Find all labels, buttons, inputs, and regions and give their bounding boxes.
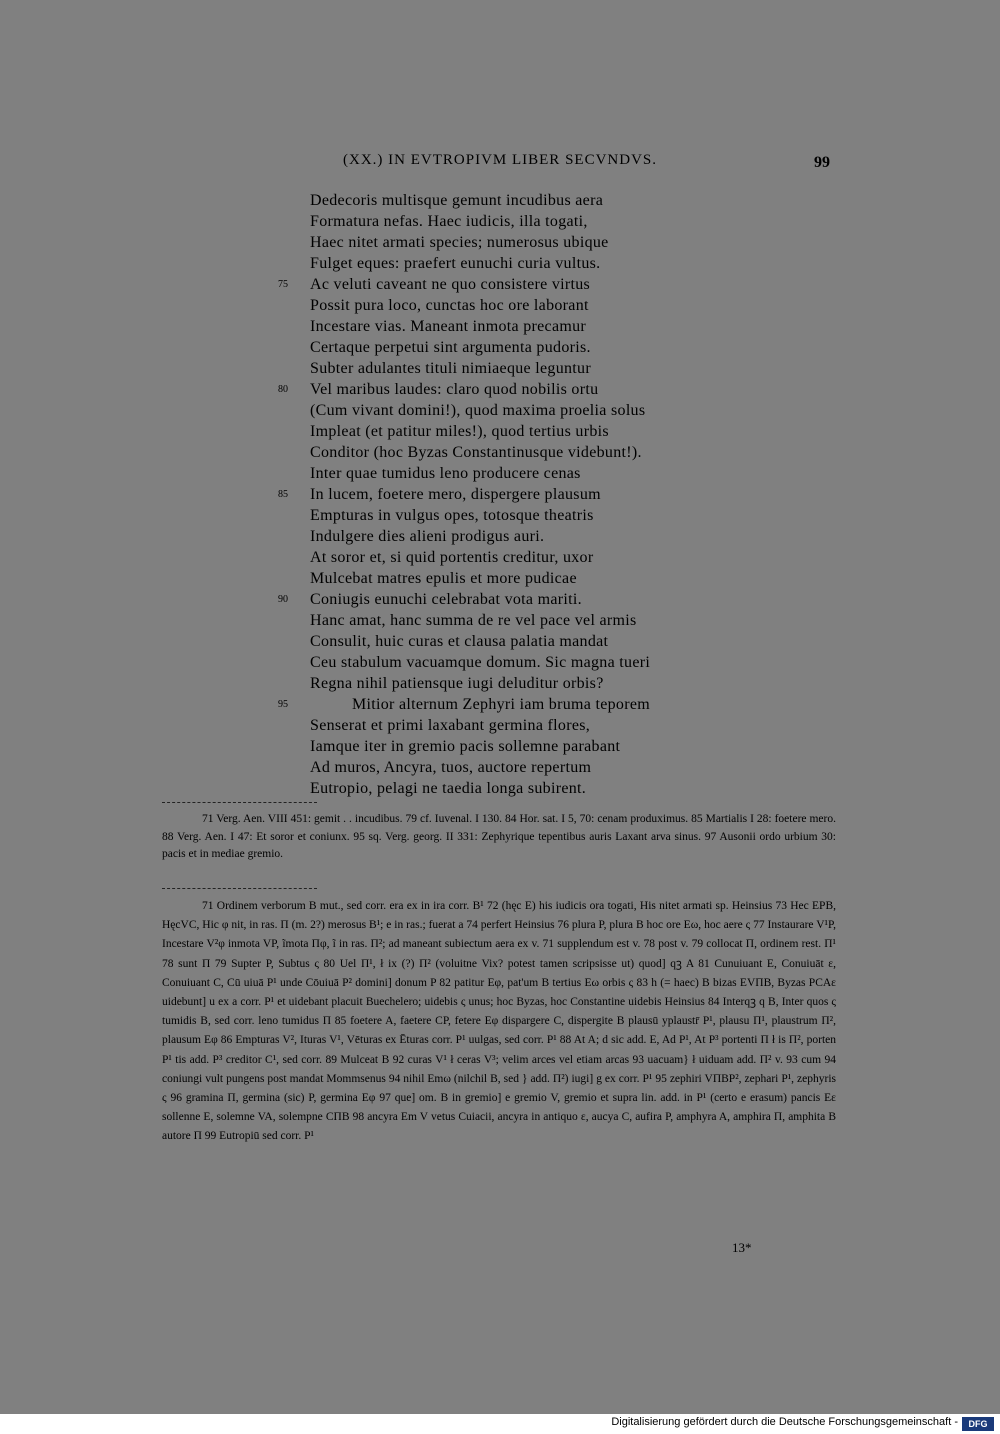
testimonia-notes (162, 811, 836, 864)
verse-line: Regna nihil patiensque iugi deluditur orbis? (310, 675, 604, 692)
verse-line: Subter adulantes tituli nimiaeque leguntur (310, 360, 591, 377)
verse-line: Senserat et primi laxabant germina flores, (310, 717, 591, 734)
verse-line: Indulgere dies alieni prodigus auri. (310, 528, 545, 545)
verse-line: Incestare vias. Maneant inmota precamur (310, 318, 587, 335)
verse-line: In lucem, foetere mero, dispergere plausum (310, 486, 601, 503)
verse-line: At soror et, si quid portentis creditur, uxor (310, 549, 594, 566)
verse-line: Iamque iter in gremio pacis sollemne parabant (310, 738, 621, 755)
line-number: 85 (278, 489, 288, 500)
footer-bar (0, 1414, 1000, 1434)
verse-line: Consulit, huic curas et clausa palatia mandat (310, 633, 609, 650)
line-number: 90 (278, 594, 288, 605)
testimonia-text: 71 Verg. Aen. VIII 451: gemit . . incudibus. 79 cf. Iuvenal. I 130. 84 Hor. sat. I 5, 70: cenam produximus. 85 Martialis I 28: foetere mero. 88 Verg. Aen. I 47: Et soror et coniunx. 95 sq. Verg. georg. II 331: Zephyrique tepentibus auris Laxant arva sinus. 97 Ausonii ordo urbium 30: pacis et in mediae gremio. (162, 813, 836, 860)
verse-line: Vel maribus laudes: claro quod nobilis ortu (310, 381, 599, 398)
verse-line: Coniugis eunuchi celebrabat vota mariti. (310, 591, 582, 608)
verse-line: Eutropio, pelagi ne taedia longa subirent. (310, 780, 587, 797)
verse-line: Certaque perpetui sint argumenta pudoris. (310, 339, 591, 356)
footer-credit: Digitalisierung gefördert durch die Deutsche Forschungsgemeinschaft - (611, 1416, 958, 1428)
critical-apparatus (162, 897, 836, 1147)
verse-line: Mitior alternum Zephyri iam bruma teporem (352, 696, 650, 713)
line-number: 75 (278, 279, 288, 290)
verse-line: Dedecoris multisque gemunt incudibus aera (310, 192, 604, 209)
verse-line: Inter quae tumidus leno producere cenas (310, 465, 581, 482)
page-number: 99 (814, 154, 830, 171)
verse-line: Hanc amat, hanc summa de re vel pace vel armis (310, 612, 637, 629)
dfg-logo-icon: DFG (962, 1417, 994, 1431)
verse-line: Haec nitet armati species; numerosus ubique (310, 234, 609, 251)
running-title: (XX.) IN EVTROPIVM LIBER SECVNDVS. (343, 152, 657, 168)
verse-line: Empturas in vulgus opes, totosque theatris (310, 507, 594, 524)
verse-line: Ac veluti caveant ne quo consistere virtus (310, 276, 591, 293)
verse-line: Conditor (hoc Byzas Constantinusque videbunt!). (310, 444, 642, 461)
line-number: 95 (278, 699, 288, 710)
line-number: 80 (278, 384, 288, 395)
verse-line: Mulcebat matres epulis et more pudicae (310, 570, 577, 587)
verse-line: Fulget eques: praefert eunuchi curia vultus. (310, 255, 601, 272)
apparatus-text: 71 Ordinem verborum B mut., sed corr. era ex in ira corr. B¹ 72 (hęc E) his iudicis ora togati, His nitet armati sp. Heinsius 73 Hec EPB, HęcVC, Hic φ nit, in ras. Π (m. 2?) merosus B¹; e in ras.; fuerat a 74 perfert Heinsius 76 plura P, plura B hoc ore Eω, hoc aere ς 77 Instaurare V¹P, Incestare V²φ inmota VP, ĩmota Πφ, ĩ in ras. Π²; ad maneant subiectum aera ex v. 71 supplendum est v. 78 post v. 79 collocat Π, ordinem rest. Π¹ 78 sunt Π 79 Supter P, Subtus ς 80 Uel Π¹, ł ix (?) Π² (voluitne Vix? potest tamen scripsisse ut) quod] qꝫ A 81 Cunuiuant E, Conuiuāt ε, Conuiuant C, Cū uiuā P¹ unde Cōuiuā P² domini] donum P 82 patitur Eφ, pat'um B tertius Eω orbis ς 83 h (= haec) B bizas EVΠB, Byzas PCAε uidebunt] u ex a corr. P¹ et uidebant placuit Buechelero; uidebis ς unus; hoc Byzas, hoc Constantine uidebis Heinsius 84 Interqꝫ q B, Inter quos ς tumidis B, sed corr. leno tumidus Π 85 foetere A, faetere CP, fetere Eφ dispargere C, dispergite B plausū yplaustr̄ P¹, plausu Π¹, plaustrum Π², plausum Eφ 86 Empturas V², Ituras V¹, Vēturas ex Ēturas corr. P¹ uulgas, sed corr. P¹ 88 At A; d sic add. E, Ad P¹, At P³ portenti Π ł is Π², porten P¹ tis add. P³ creditor C¹, sed corr. 89 Mulceat B 92 curas V¹ ł ceras V³; velim arces vel etiam arcas 93 uacuam} ł uiduam add. Π² v. 93 cum 94 coniungi vult pungens post mandat Mommsenus 94 nihil Emω (nilchil B, sed } add. Π²) iugi] g ex corr. P¹ 95 zephiri VΠBP², zephari P¹, zephyris ς 96 gramina Π, germina (sic) P, germina Eφ 97 que] om. B in gremio] e gremio V, gremio et supra lin. add. in P¹ (certo e erasum) pancis Eε sollenne E, solemne VA, solempne CΠB 98 ancyra Em V vetus Cuiacii, ancyra in antiquo ε, aucya C, aufira P, amphyra A, amphira Π, amphita B autore Π 99 Eutropiū sed corr. P¹ (162, 900, 836, 1143)
verse-line: (Cum vivant domini!), quod maxima proelia solus (310, 402, 646, 419)
signature-mark: 13* (732, 1240, 752, 1255)
verse-line: Ad muros, Ancyra, tuos, auctore repertum (310, 759, 592, 776)
verse-line: Impleat (et patitur miles!), quod tertius urbis (310, 423, 609, 440)
verse-line: Possit pura loco, cunctas hoc ore laborant (310, 297, 589, 314)
apparatus-separator (162, 888, 317, 889)
verse-line: Ceu stabulum vacuamque domum. Sic magna tueri (310, 654, 651, 671)
notes-separator (162, 802, 317, 803)
verse-line: Formatura nefas. Haec iudicis, illa togati, (310, 213, 588, 230)
